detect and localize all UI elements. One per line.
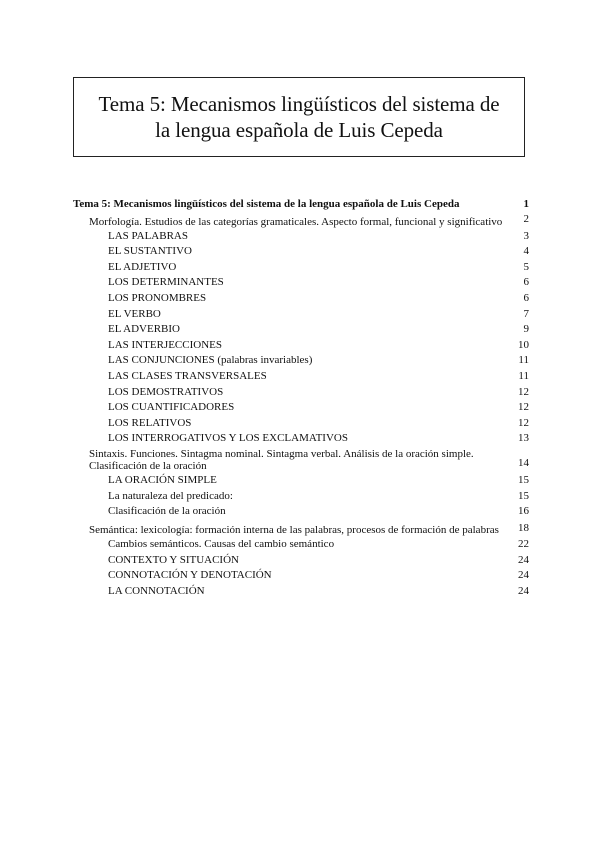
table-of-contents: [73, 198, 529, 600]
toc-entry-page: 13: [518, 432, 529, 445]
toc-entry-title: Cambios semánticos. Causas del cambio semántico: [108, 538, 335, 551]
toc-entry-title: EL VERBO: [108, 307, 161, 320]
toc-entry-title: Clasificación de la oración: [108, 505, 226, 518]
toc-entry-los-pronombres[interactable]: [73, 291, 529, 307]
toc-entry-title: LAS PALABRAS: [108, 229, 188, 242]
toc-entry-el-verbo[interactable]: [73, 307, 529, 323]
toc-entry-los-determinantes[interactable]: [73, 275, 529, 291]
toc-entry-title: LOS DETERMINANTES: [108, 276, 224, 289]
toc-entry-title: EL ADJETIVO: [108, 260, 177, 273]
toc-entry-page: 24: [518, 585, 529, 598]
toc-entry-las-conjunciones[interactable]: [73, 353, 529, 369]
toc-entry-morfologia[interactable]: [73, 212, 529, 228]
toc-entry-page: 14: [518, 457, 529, 470]
toc-entry-las-interjecciones[interactable]: [73, 338, 529, 354]
toc-entry-title: LAS INTERJECCIONES: [108, 338, 222, 351]
toc-entry-los-cuantificadores[interactable]: [73, 400, 529, 416]
toc-entry-title: EL SUSTANTIVO: [108, 245, 192, 258]
toc-entry-el-adverbio[interactable]: [73, 322, 529, 338]
toc-entry-los-relativos[interactable]: [73, 416, 529, 432]
toc-entry-title: Sintaxis. Funciones. Sintagma nominal. Sintagma verbal. Análisis de la oración simple. Clasificación de la oración: [89, 447, 474, 472]
toc-entry-los-demostrativos[interactable]: [73, 385, 529, 401]
toc-entry-page: 24: [518, 569, 529, 582]
toc-entry-page: 15: [518, 473, 529, 486]
toc-entry-page: 11: [518, 369, 529, 382]
toc-entry-semantica[interactable]: [73, 521, 529, 537]
toc-entry-title: LOS DEMOSTRATIVOS: [108, 385, 224, 398]
toc-entry-title: LOS CUANTIFICADORES: [108, 401, 235, 414]
toc-entry-page: 7: [523, 307, 529, 320]
toc-entry-title: LOS RELATIVOS: [108, 416, 192, 429]
toc-entry-contexto-situacion[interactable]: [73, 553, 529, 569]
toc-entry-la-oracion-simple[interactable]: [73, 473, 529, 489]
toc-entry-page: 12: [518, 401, 529, 414]
toc-entry-title: CONNOTACIÓN Y DENOTACIÓN: [108, 569, 272, 582]
toc-entry-title: Tema 5: Mecanismos lingüísticos del sistema de la lengua española de Luis Cepeda: [73, 198, 460, 210]
toc-entry-title: LAS CONJUNCIONES (palabras invariables): [108, 354, 313, 367]
toc-entry-el-adjetivo[interactable]: [73, 260, 529, 276]
toc-entry-sintaxis[interactable]: [73, 448, 529, 472]
toc-entry-title: Morfología. Estudios de las categorías gramaticales. Aspecto formal, funcional y significativo: [89, 215, 503, 228]
toc-entry-el-sustantivo[interactable]: [73, 244, 529, 260]
toc-entry-page: 9: [523, 323, 529, 336]
toc-entry-page: 2: [523, 213, 529, 225]
toc-entry-las-palabras[interactable]: [73, 229, 529, 245]
toc-entry-los-interrogativos[interactable]: [73, 431, 529, 447]
toc-entry-title: LA CONNOTACIÓN: [108, 585, 205, 598]
document-title-line-2: la lengua española de Luis Cepeda: [155, 118, 443, 142]
toc-entry-page: 4: [523, 245, 529, 258]
toc-entry-page: 22: [518, 538, 529, 551]
toc-entry-page: 11: [518, 354, 529, 367]
toc-entry-cambios-semanticos[interactable]: [73, 537, 529, 553]
toc-entry-title: LA ORACIÓN SIMPLE: [108, 473, 217, 486]
toc-entry-page: 12: [518, 385, 529, 398]
toc-entry-title: LAS CLASES TRANSVERSALES: [108, 369, 267, 382]
toc-entry-connotacion-denotacion[interactable]: [73, 568, 529, 584]
toc-entry-title: La naturaleza del predicado:: [108, 489, 233, 502]
toc-entry-page: 12: [518, 416, 529, 429]
toc-entry-page: 6: [523, 291, 529, 304]
document-title-box: [73, 77, 525, 157]
toc-entry-title: LOS PRONOMBRES: [108, 291, 207, 304]
toc-entry-page: 10: [518, 338, 529, 351]
toc-entry-title: LOS INTERROGATIVOS Y LOS EXCLAMATIVOS: [108, 432, 348, 445]
toc-entry-clasificacion-oracion[interactable]: [73, 504, 529, 520]
toc-entry-page: 6: [523, 276, 529, 289]
toc-entry-naturaleza-predicado[interactable]: [73, 489, 529, 505]
toc-entry-page: 16: [518, 505, 529, 518]
toc-entry-las-clases-transversales[interactable]: [73, 369, 529, 385]
toc-entry-page: 1: [523, 198, 529, 210]
toc-entry-page: 5: [523, 260, 529, 273]
toc-entry-title: CONTEXTO Y SITUACIÓN: [108, 553, 239, 566]
toc-entry-page: 3: [523, 229, 529, 242]
toc-entry-la-connotacion[interactable]: [73, 584, 529, 600]
toc-entry-page: 18: [518, 521, 529, 534]
toc-entry-tema-5[interactable]: [73, 198, 529, 210]
toc-entry-title: EL ADVERBIO: [108, 323, 181, 336]
toc-entry-page: 15: [518, 489, 529, 502]
document-title-line-1: Tema 5: Mecanismos lingüísticos del sistema de: [98, 92, 500, 116]
toc-entry-title: Semántica: lexicología: formación interna de las palabras, procesos de formación de palabras: [89, 524, 499, 537]
toc-entry-page: 24: [518, 553, 529, 566]
